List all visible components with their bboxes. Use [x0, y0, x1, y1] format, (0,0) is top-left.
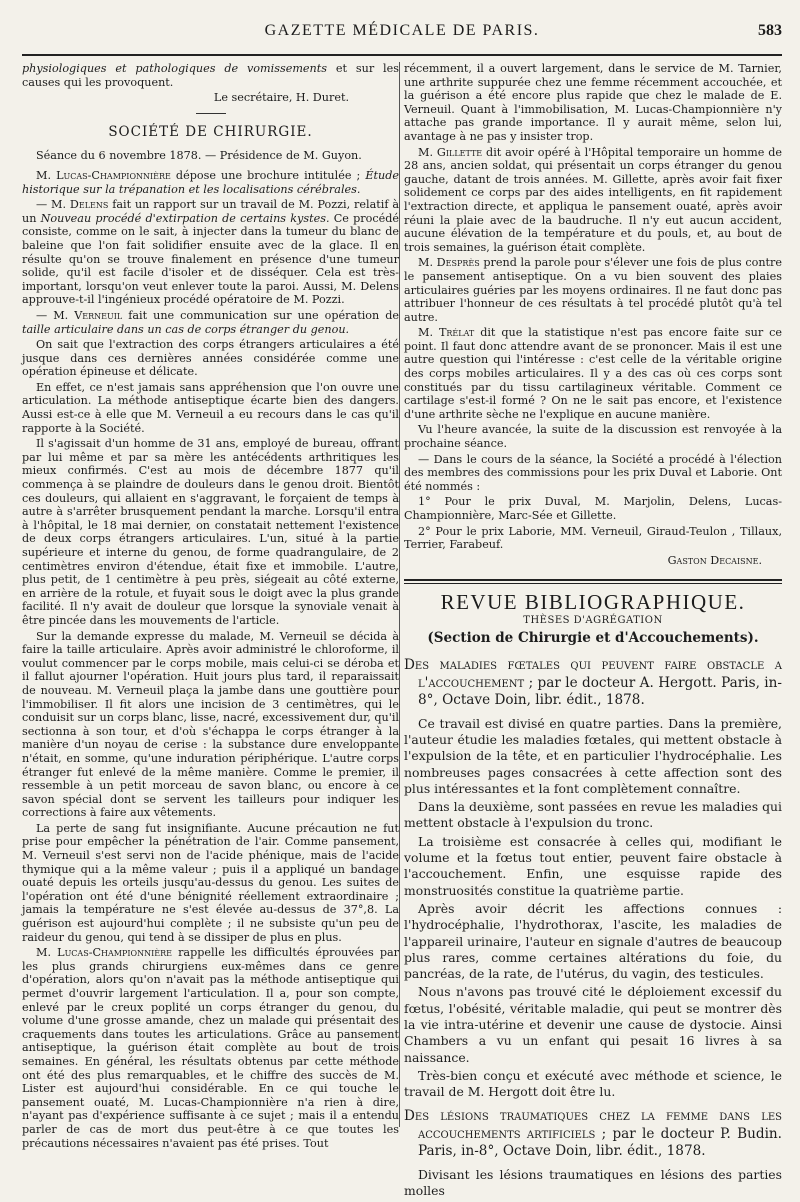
italic-title: taille articulaire dans un cas de corps étranger du genou.	[22, 322, 350, 336]
text: — M.	[36, 308, 75, 322]
text: dit avoir opéré à l'Hôpital temporaire un homme de 28 ans, ancien soldat, qui présentait un corps étranger du genou gauche, datant de trois années. M. Gillette, après avoir fait fixer solidement ce corps par des aides intelligents, en fit rapidement l'extraction directe, et appliqua le pansement ouaté, après avoir réuni la plaie avec de la baudruche. Il n'y eut aucun accident, aucune élévation de la température et du pouls, et, au bout de trois semaines, la guérison était complète.	[404, 145, 782, 254]
italic-title: Étude historique sur la trépanation et les localisations cérébrales.	[22, 168, 399, 196]
secretary-signature: Le secrétaire, H. Duret.	[213, 91, 349, 105]
review-title: Des maladies fœtales qui peuvent faire obstacle a l'accouchement	[404, 657, 782, 691]
paragraph: La perte de sang fut insignifiante. Aucune précaution ne fut prise pour empêcher la pénétration de l'air. Comme pansement, M. Verneuil s'est servi non de l'acide phénique, mais de l'acide thymique qui a la même valeur ; puis il a appliqué un bandage ouaté depuis les orteils jusqu'au-dessus du genou. Les suites de l'opération ont été d'une bénignité réellement extraordinaire ; jamais la température ne s'est élevée au-dessus de 37°,8. La guérison est aujourd'hui complète ; il ne subsiste qu'un peu de raideur du genou, qui tend à se dissiper de plus en plus.	[22, 821, 399, 944]
review-title: Des lésions traumatiques chez la femme dans les accouchements artificiels	[404, 1108, 782, 1142]
text: — M.	[36, 198, 70, 212]
paragraph	[404, 326, 782, 421]
paragraph	[22, 946, 399, 1150]
paragraph	[404, 256, 782, 324]
review-citation: ; par le docteur A. Hergott. Paris, in-8°, Octave Doin, libr. édit., 1878.	[418, 674, 782, 709]
paragraph: Ce travail est divisé en quatre parties. Dans la première, l'auteur étudie les maladies fœtales, qui mettent obstacle à l'expulsion de la tête, et en particulier l'hydrocéphalie. Les nombreuses pages consacrées à cette affection sont des plus intéressantes et la font complètement connaître.	[404, 715, 782, 796]
speaker-name: M. Lucas-Championnière	[36, 168, 171, 182]
paragraph	[404, 146, 782, 255]
journal-title: GAZETTE MÉDICALE DE PARIS.	[264, 22, 540, 39]
paragraph: 2° Pour le prix Laborie, MM. Verneuil, Giraud-Teulon , Tillaux, Terrier, Farabeuf.	[404, 524, 782, 552]
review-heading	[404, 1108, 782, 1161]
section-divider	[404, 579, 782, 581]
review-body	[404, 716, 782, 1101]
text: dit que la statistique n'est pas encore faite sur ce point. Il faut donc attendre avant de se prononcer. Mais il est une autre question qui l'intéresse : c'est celle de la véritable origine des corps mobiles articulaires. Il y a des cas où ces corps sont constitués par du tissu cartilagineux véritable. Comment ce cartilage s'est-il formé ? On ne le sait pas encore, et l'existence d'une arthrite sèche ne l'explique en aucune manière.	[404, 326, 782, 421]
section-title: SOCIÉTÉ DE CHIRURGIE.	[108, 123, 313, 140]
paragraph: récemment, il a ouvert largement, dans le service de M. Tarnier, une arthrite suppurée chez une femme récemment accouchée, et la guérison a été encore plus rapide que chez le malade de E. Verneuil. Quant à l'immobilisation, M. Lucas-Championnière n'y attache pas grande importance. Il y aurait même, selon lui, avantage à ne pas y insister trop.	[404, 62, 782, 143]
italic-title: Nouveau procédé d'extirpation de certains kystes.	[40, 211, 330, 225]
speaker-name: M. Gillette	[418, 145, 483, 159]
speaker-name: Delens	[69, 198, 109, 212]
page-number: 583	[758, 22, 782, 39]
speaker-name: M. Desprès	[418, 256, 480, 270]
paragraph: En effet, ce n'est jamais sans appréhension que l'on ouvre une articulation. La méthode antiseptique écarte bien des dangers. Aussi est-ce à elle que M. Verneuil a eu recours dans le cas qu'il rapporte à la Société.	[22, 380, 399, 435]
review-heading	[404, 657, 782, 710]
review-body	[404, 1167, 782, 1200]
right-column	[404, 62, 782, 1202]
paragraph: On sait que l'extraction des corps étrangers articulaires a été jusque dans ces dernières années considérée comme une opération épineuse et délicate.	[22, 338, 399, 379]
review-citation: ; par le docteur P. Budin. Paris, in-8°, Octave Doin, libr. édit., 1878.	[418, 1125, 783, 1160]
paragraph	[22, 198, 399, 307]
paragraph: Sur la demande expresse du malade, M. Verneuil se décida à faire la taille articulaire. Après avoir administré le chloroforme, il voulut commencer par le corps mobile, mais celui-ci se déroba et il fallut ajourner l'opération. Huit jours plus tard, il reparaissait de nouveau. M. Verneuil plaça la jambe dans une gouttière pour l'immobiliser. Il fit alors une incision de 3 centimètres, qui le conduisit sur un corps blanc, lisse, nacré, excessivement dur, qu'il sectionna à son tour, et d'où s'échappa le corps étranger à la manière d'un noyau de cerise : la substance dure enveloppante n'était, en somme, qu'une induration périphérique. L'autre corps étranger fut enlevé de la même manière. Comme le premier, il ressemble à un petit morceau de savon blanc, ou encore à ce savon spécial dont se servent les tailleurs pour indiquer les corrections à faire aux vêtements.	[22, 629, 399, 820]
paragraph: Nous n'avons pas trouvé cité le déploiement excessif du fœtus, l'obésité, véritable maladie, qui peut se montrer dès la vie intra-utérine et devenir une cause de dystocie. Ainsi Chambers a vu un enfant qui pesait 16 livres à sa naissance.	[404, 984, 782, 1065]
paragraph: Dans la deuxième, sont passées en revue les maladies qui mettent obstacle à l'expulsion du tronc.	[404, 799, 782, 831]
review-section-label: (Section de Chirurgie et d'Accouchements).	[427, 629, 759, 646]
paragraph	[22, 169, 399, 196]
left-column	[22, 62, 399, 1152]
paragraph: Très-bien conçu et exécuté avec méthode et science, le travail de M. Hergott doit être lu.	[404, 1067, 782, 1100]
text: fait un rapport sur un travail de M. Pozzi, relatif à un	[22, 198, 400, 225]
review-section-title: REVUE BIBLIOGRAPHIQUE.	[440, 590, 746, 615]
text: rappelle les difficultés éprouvées par les plus grands chirurgiens eux-mêmes dans ce genre d'opération, alors qu'on n'avait pas la méthode antiseptique qui permet d'ouvrir largement l'articulation. Il a, pour son compte, enlevé par le creux poplité un corps étranger du genou, du volume d'une grosse amande, chez un malade qui présentait des craquements dans toutes les articulations. Grâce au pansement antiseptique, la guérison était complète au bout de trois semaines. En général, les résultats obtenus par cette méthode ont été des plus remarquables, et le chiffre des succès de M. Lister est aujourd'hui considérable. En ce qui touche le pansement ouaté, M. Lucas-Championnière n'a rien à dire, n'ayant pas d'expérience suffisante à ce sujet ; mais il a entendu parler de cas de mort dus peut-être à ce que toutes les précautions nécessaires n'avaient pas été prises. Tout	[22, 946, 400, 1150]
speaker-name: M. Trélat	[418, 326, 475, 340]
author-signature: Gaston Decaisne.	[667, 553, 762, 567]
italic-text: physiologiques et pathologiques de vomissements	[22, 62, 327, 75]
running-head	[22, 22, 782, 48]
paragraph: Divisant les lésions traumatiques en lésions des parties molles	[404, 1166, 782, 1199]
paragraph: Il s'agissait d'un homme de 31 ans, employé de bureau, offrant par lui même et par sa mère les antécédents arthritiques les mieux confirmés. C'est au mois de décembre 1877 qu'il commença à se plaindre de douleurs dans le genou droit. Bientôt ces douleurs, qui allaient en s'aggravant, le forçaient de temps à autre à s'arrêter brusquement pendant la marche. Lorsqu'il entra à l'hôpital, le 18 mai dernier, on constatait nettement l'existence de deux corps étrangers articulaires. L'un, situé à la partie supérieure et interne du genou, de forme quadrangulaire, de 2 centimètres environ d'étendue, était fixe et immobile. L'autre, plus petit, de 1 centimètre à peu près, siégeait au côté externe, en arrière de la rotule, et fuyait sous le doigt avec la plus grande facilité. Il n'y avait de douleur que lorsque la synoviale venait à être pincée dans les mouvements de l'article.	[22, 437, 399, 627]
review-subtitle: THÈSES D'AGRÉGATION	[523, 614, 663, 626]
paragraph: Vu l'heure avancée, la suite de la discussion est renvoyée à la prochaine séance.	[404, 423, 782, 451]
text: dépose une brochure intitulée ;	[170, 168, 366, 182]
speaker-name: Verneuil	[74, 308, 123, 322]
paragraph	[22, 309, 399, 336]
header-rule	[22, 54, 782, 56]
session-line: Séance du 6 novembre 1878. — Présidence de M. Guyon.	[36, 149, 362, 163]
text: fait une communication sur une opération de	[122, 308, 400, 322]
paragraph: Après avoir décrit les affections connues : l'hydrocéphalie, l'hydrothorax, l'ascite, les maladies de l'appareil urinaire, l'auteur en signale d'autres de beaucoup plus rares, comme certaines altérations du foie, du pancréas, de la rate, de l'utérus, du vagin, des testicules.	[404, 900, 782, 982]
paragraph: 1° Pour le prix Duval, M. Marjolin, Delens, Lucas-Championnière, Marc-Sée et Gillette.	[404, 495, 782, 522]
section-divider-thin	[404, 583, 782, 584]
speaker-name: M. Lucas-Championnière	[36, 946, 172, 960]
text: Ce procédé consiste, comme on le sait, à injecter dans la tumeur du blanc de baleine que l'on fait solidifier ensuite avec de la glace. Il en résulte qu'on se trouve finalement en présence d'une tumeur solide, qu'il est facile d'isoler et de disséquer. Cela est très-important, lorsqu'on veut enlever toute la paroi. Aussi, M. Delens approuve-t-il l'ingénieux procédé opératoire de M. Pozzi.	[22, 211, 399, 307]
short-divider	[196, 113, 226, 114]
column-divider	[399, 62, 400, 1127]
paragraph: — Dans le cours de la séance, la Société a procédé à l'élection des membres des commissions pour les prix Duval et Laborie. Ont été nommés :	[404, 452, 782, 493]
text: prend la parole pour s'élever une fois de plus contre le pansement antiseptique. On a vu bien souvent des plaies articulaires guéries par les moyens ordinaires. Il ne faut donc pas attribuer l'honneur de ces résultats à tel procédé plutôt qu'à tel autre.	[404, 256, 782, 324]
paragraph: La troisième est consacrée à celles qui, modifiant le volume et la fœtus tout entier, peuvent faire obstacle à l'accouchement. Enfin, une esquisse rapide des monstruosités constitue la quatrième partie.	[404, 833, 782, 898]
paragraph	[22, 62, 399, 89]
text: et sur les causes qui les provoquent.	[22, 62, 399, 89]
